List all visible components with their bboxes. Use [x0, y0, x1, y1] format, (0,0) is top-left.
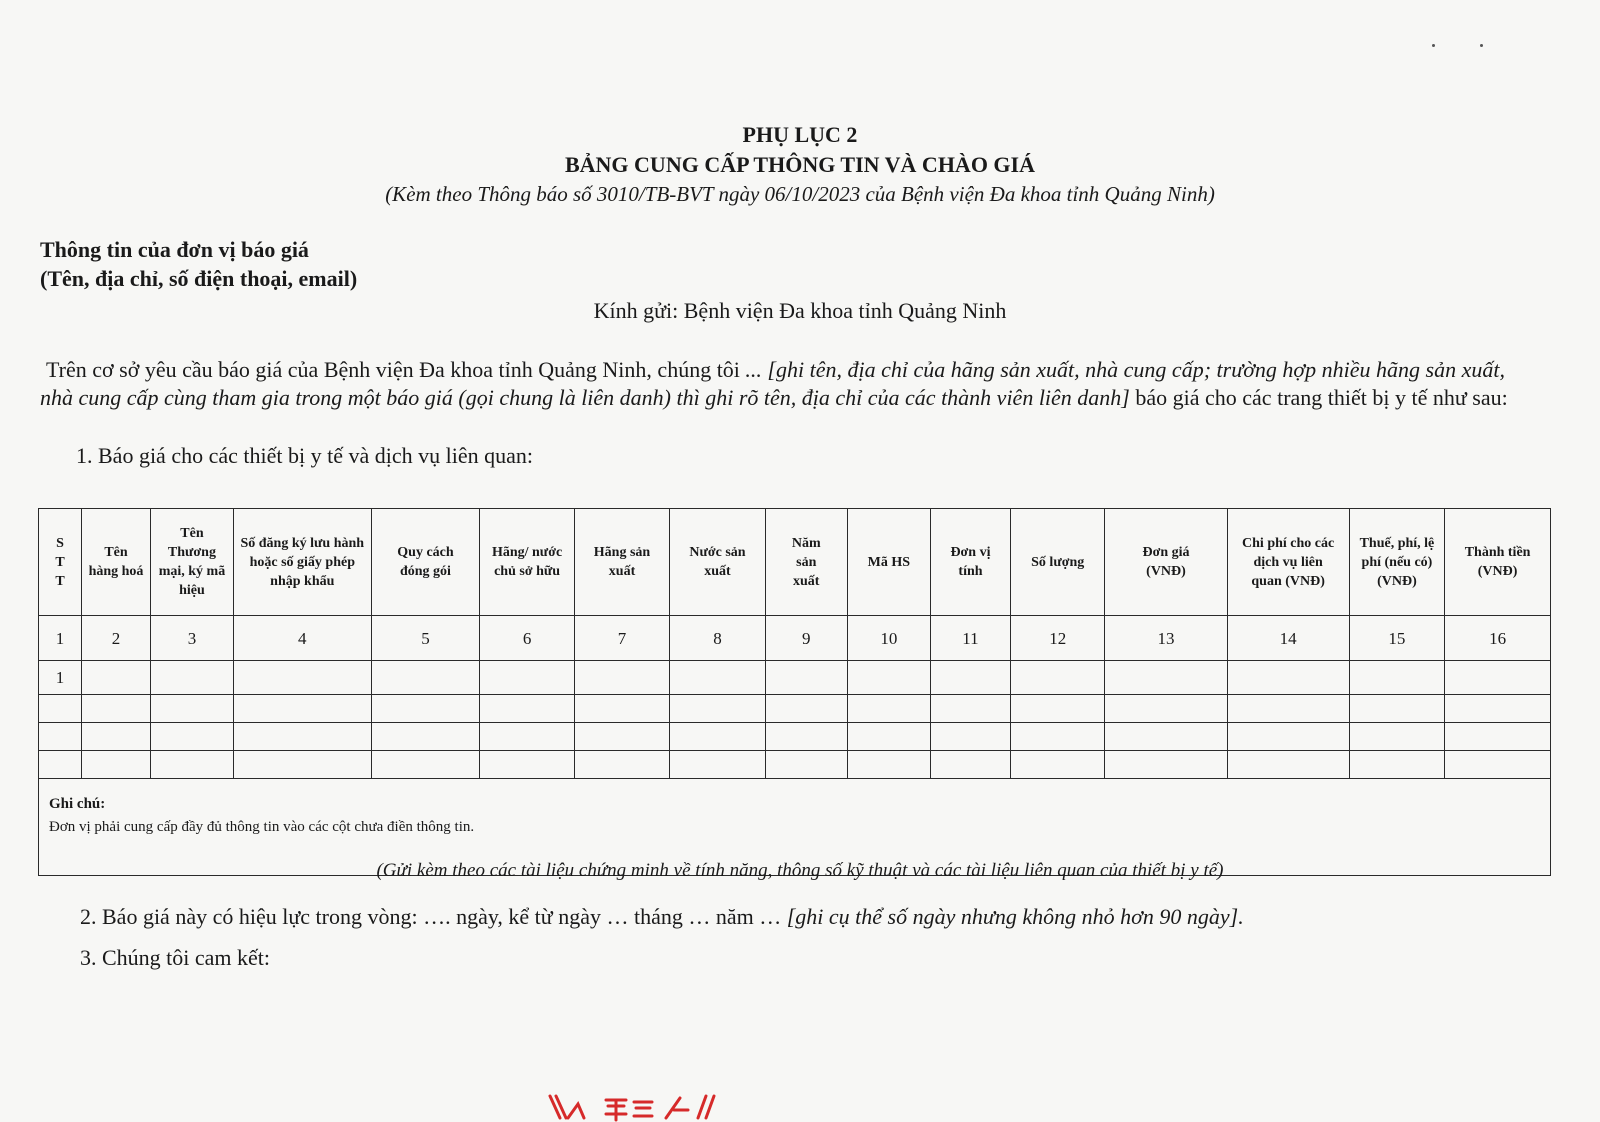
table-cell	[574, 695, 669, 723]
table-cell	[82, 751, 151, 779]
table-cell	[930, 723, 1010, 751]
table-cell	[1349, 695, 1444, 723]
section-1-heading: 1. Báo giá cho các thiết bị y tế và dịch vụ liên quan:	[76, 443, 533, 468]
table-cell	[670, 751, 765, 779]
document-title: BẢNG CUNG CẤP THÔNG TIN VÀ CHÀO GIÁ	[564, 152, 1035, 177]
table-cell	[1011, 661, 1105, 695]
col-header: Mã HS	[847, 509, 930, 616]
table-cell	[1011, 695, 1105, 723]
table-cell	[234, 695, 372, 723]
table-cell	[847, 661, 930, 695]
col-header: Số đăng ký lưu hành hoặc số giấy phép nhập khẩu	[234, 509, 372, 616]
table-header-row	[39, 509, 1551, 616]
appendix-label: PHỤ LỤC 2	[742, 122, 858, 147]
row-index: 1	[39, 661, 82, 695]
intro-paragraph	[40, 356, 1530, 412]
intro-lead: Trên cơ sở yêu cầu báo giá của Bệnh viện Đa khoa tỉnh Quảng Ninh, chúng tôi	[46, 357, 740, 382]
column-number: 14	[1227, 616, 1349, 661]
intro-tail: báo giá cho các trang thiết bị y tế như sau:	[1129, 385, 1508, 410]
table-cell	[480, 661, 574, 695]
table-cell	[670, 695, 765, 723]
column-number: 5	[371, 616, 480, 661]
table-cell	[82, 723, 151, 751]
red-stamp-fragment	[548, 1094, 718, 1122]
table-cell	[150, 723, 233, 751]
table-cell	[480, 723, 574, 751]
table-cell	[234, 723, 372, 751]
table-cell	[234, 751, 372, 779]
intro-instruction: ... [ghi tên, địa chỉ của hãng sản xuất, nhà cung cấp; trường hợp nhiều hãng sản xuất, nhà cung cấp cùng tham gia trong một báo giá (gọi chung là liên danh) thì ghi rõ tên, địa chỉ của các thành viên liên danh]	[40, 357, 1505, 410]
column-number: 11	[930, 616, 1010, 661]
validity-text: 2. Báo giá này có hiệu lực trong vòng: …. ngày, kể từ ngày … tháng … năm …	[80, 904, 787, 929]
table-cell	[930, 661, 1010, 695]
table-cell	[765, 723, 847, 751]
table-cell	[234, 661, 372, 695]
table-cell	[1105, 695, 1227, 723]
table-cell	[574, 723, 669, 751]
table-cell	[847, 723, 930, 751]
col-header: Năm sản xuất	[765, 509, 847, 616]
note-text: Đơn vị phải cung cấp đầy đủ thông tin vào các cột chưa điền thông tin.	[49, 819, 475, 835]
column-number: 10	[847, 616, 930, 661]
col-header: Đơn giá (VNĐ)	[1105, 509, 1227, 616]
table-cell	[480, 695, 574, 723]
col-header: Số lượng	[1011, 509, 1105, 616]
table-cell	[371, 661, 480, 695]
table-cell	[82, 661, 151, 695]
table-cell	[930, 695, 1010, 723]
column-number: 8	[670, 616, 765, 661]
column-number: 9	[765, 616, 847, 661]
column-number: 15	[1349, 616, 1444, 661]
table-cell	[670, 661, 765, 695]
table-cell	[574, 751, 669, 779]
vendor-info-heading: Thông tin của đơn vị báo giá	[40, 237, 309, 262]
note-title: Ghi chú:	[49, 796, 106, 812]
section-2-validity	[80, 904, 1244, 930]
column-number: 4	[234, 616, 372, 661]
table-cell	[150, 751, 233, 779]
column-number: 1	[39, 616, 82, 661]
table-cell	[371, 751, 480, 779]
col-header: Hãng/ nước chủ sở hữu	[480, 509, 574, 616]
table-cell	[847, 695, 930, 723]
table-cell	[39, 695, 82, 723]
table-cell	[39, 751, 82, 779]
table-cell	[847, 751, 930, 779]
table-cell	[1011, 751, 1105, 779]
table-row	[39, 695, 1551, 723]
table-cell	[150, 695, 233, 723]
col-header: S T T	[39, 509, 82, 616]
table-cell	[1445, 661, 1551, 695]
table-cell	[371, 723, 480, 751]
table-cell	[765, 751, 847, 779]
column-number: 6	[480, 616, 574, 661]
table-cell	[480, 751, 574, 779]
table-cell	[1349, 661, 1444, 695]
table-cell	[574, 661, 669, 695]
attachment-note: (Gửi kèm theo các tài liệu chứng minh về tính năng, thông số kỹ thuật và các tài liệu liên quan của thiết bị y tế)	[376, 860, 1224, 881]
scan-speck	[1480, 44, 1483, 47]
table-cell	[1105, 661, 1227, 695]
column-number: 13	[1105, 616, 1227, 661]
column-number: 2	[82, 616, 151, 661]
vendor-info-hint: (Tên, địa chỉ, số điện thoại, email)	[40, 266, 358, 291]
table-cell	[371, 695, 480, 723]
table-cell	[1227, 751, 1349, 779]
table-cell	[765, 661, 847, 695]
table-cell	[1349, 723, 1444, 751]
greeting: Kính gửi: Bệnh viện Đa khoa tỉnh Quảng Ninh	[593, 298, 1007, 323]
col-header: Thuế, phí, lệ phí (nếu có) (VNĐ)	[1349, 509, 1444, 616]
document-subtitle: (Kèm theo Thông báo số 3010/TB-BVT ngày 06/10/2023 của Bệnh viện Đa khoa tỉnh Quảng Ninh)	[385, 182, 1215, 206]
table-cell	[1349, 751, 1444, 779]
col-header: Tên Thương mại, ký mã hiệu	[150, 509, 233, 616]
scan-speck	[1432, 44, 1435, 47]
table-cell	[1105, 723, 1227, 751]
col-header: Hãng sản xuất	[574, 509, 669, 616]
column-number: 7	[574, 616, 669, 661]
table-cell	[1445, 751, 1551, 779]
table-cell	[82, 695, 151, 723]
table-cell	[39, 723, 82, 751]
table-cell	[670, 723, 765, 751]
quotation-table	[38, 508, 1551, 876]
table-row	[39, 723, 1551, 751]
column-number: 16	[1445, 616, 1551, 661]
validity-instruction: [ghi cụ thể số ngày nhưng không nhỏ hơn 90 ngày].	[786, 904, 1244, 929]
table-cell	[1445, 695, 1551, 723]
table-cell	[765, 695, 847, 723]
table-cell	[1011, 723, 1105, 751]
table-cell	[1105, 751, 1227, 779]
table-cell	[1227, 661, 1349, 695]
table-row	[39, 751, 1551, 779]
table-cell	[930, 751, 1010, 779]
col-header: Chi phí cho các dịch vụ liên quan (VNĐ)	[1227, 509, 1349, 616]
table-row	[39, 661, 1551, 695]
col-header: Thành tiền (VNĐ)	[1445, 509, 1551, 616]
table-cell	[1227, 723, 1349, 751]
col-header: Quy cách đóng gói	[371, 509, 480, 616]
col-header: Nước sản xuất	[670, 509, 765, 616]
table-cell	[1227, 695, 1349, 723]
table-cell	[1445, 723, 1551, 751]
column-number: 3	[150, 616, 233, 661]
table-cell	[150, 661, 233, 695]
col-header: Đơn vị tính	[930, 509, 1010, 616]
section-3-commitment: 3. Chúng tôi cam kết:	[80, 945, 271, 970]
column-number: 12	[1011, 616, 1105, 661]
column-number-row	[39, 616, 1551, 661]
col-header: Tên hàng hoá	[82, 509, 151, 616]
